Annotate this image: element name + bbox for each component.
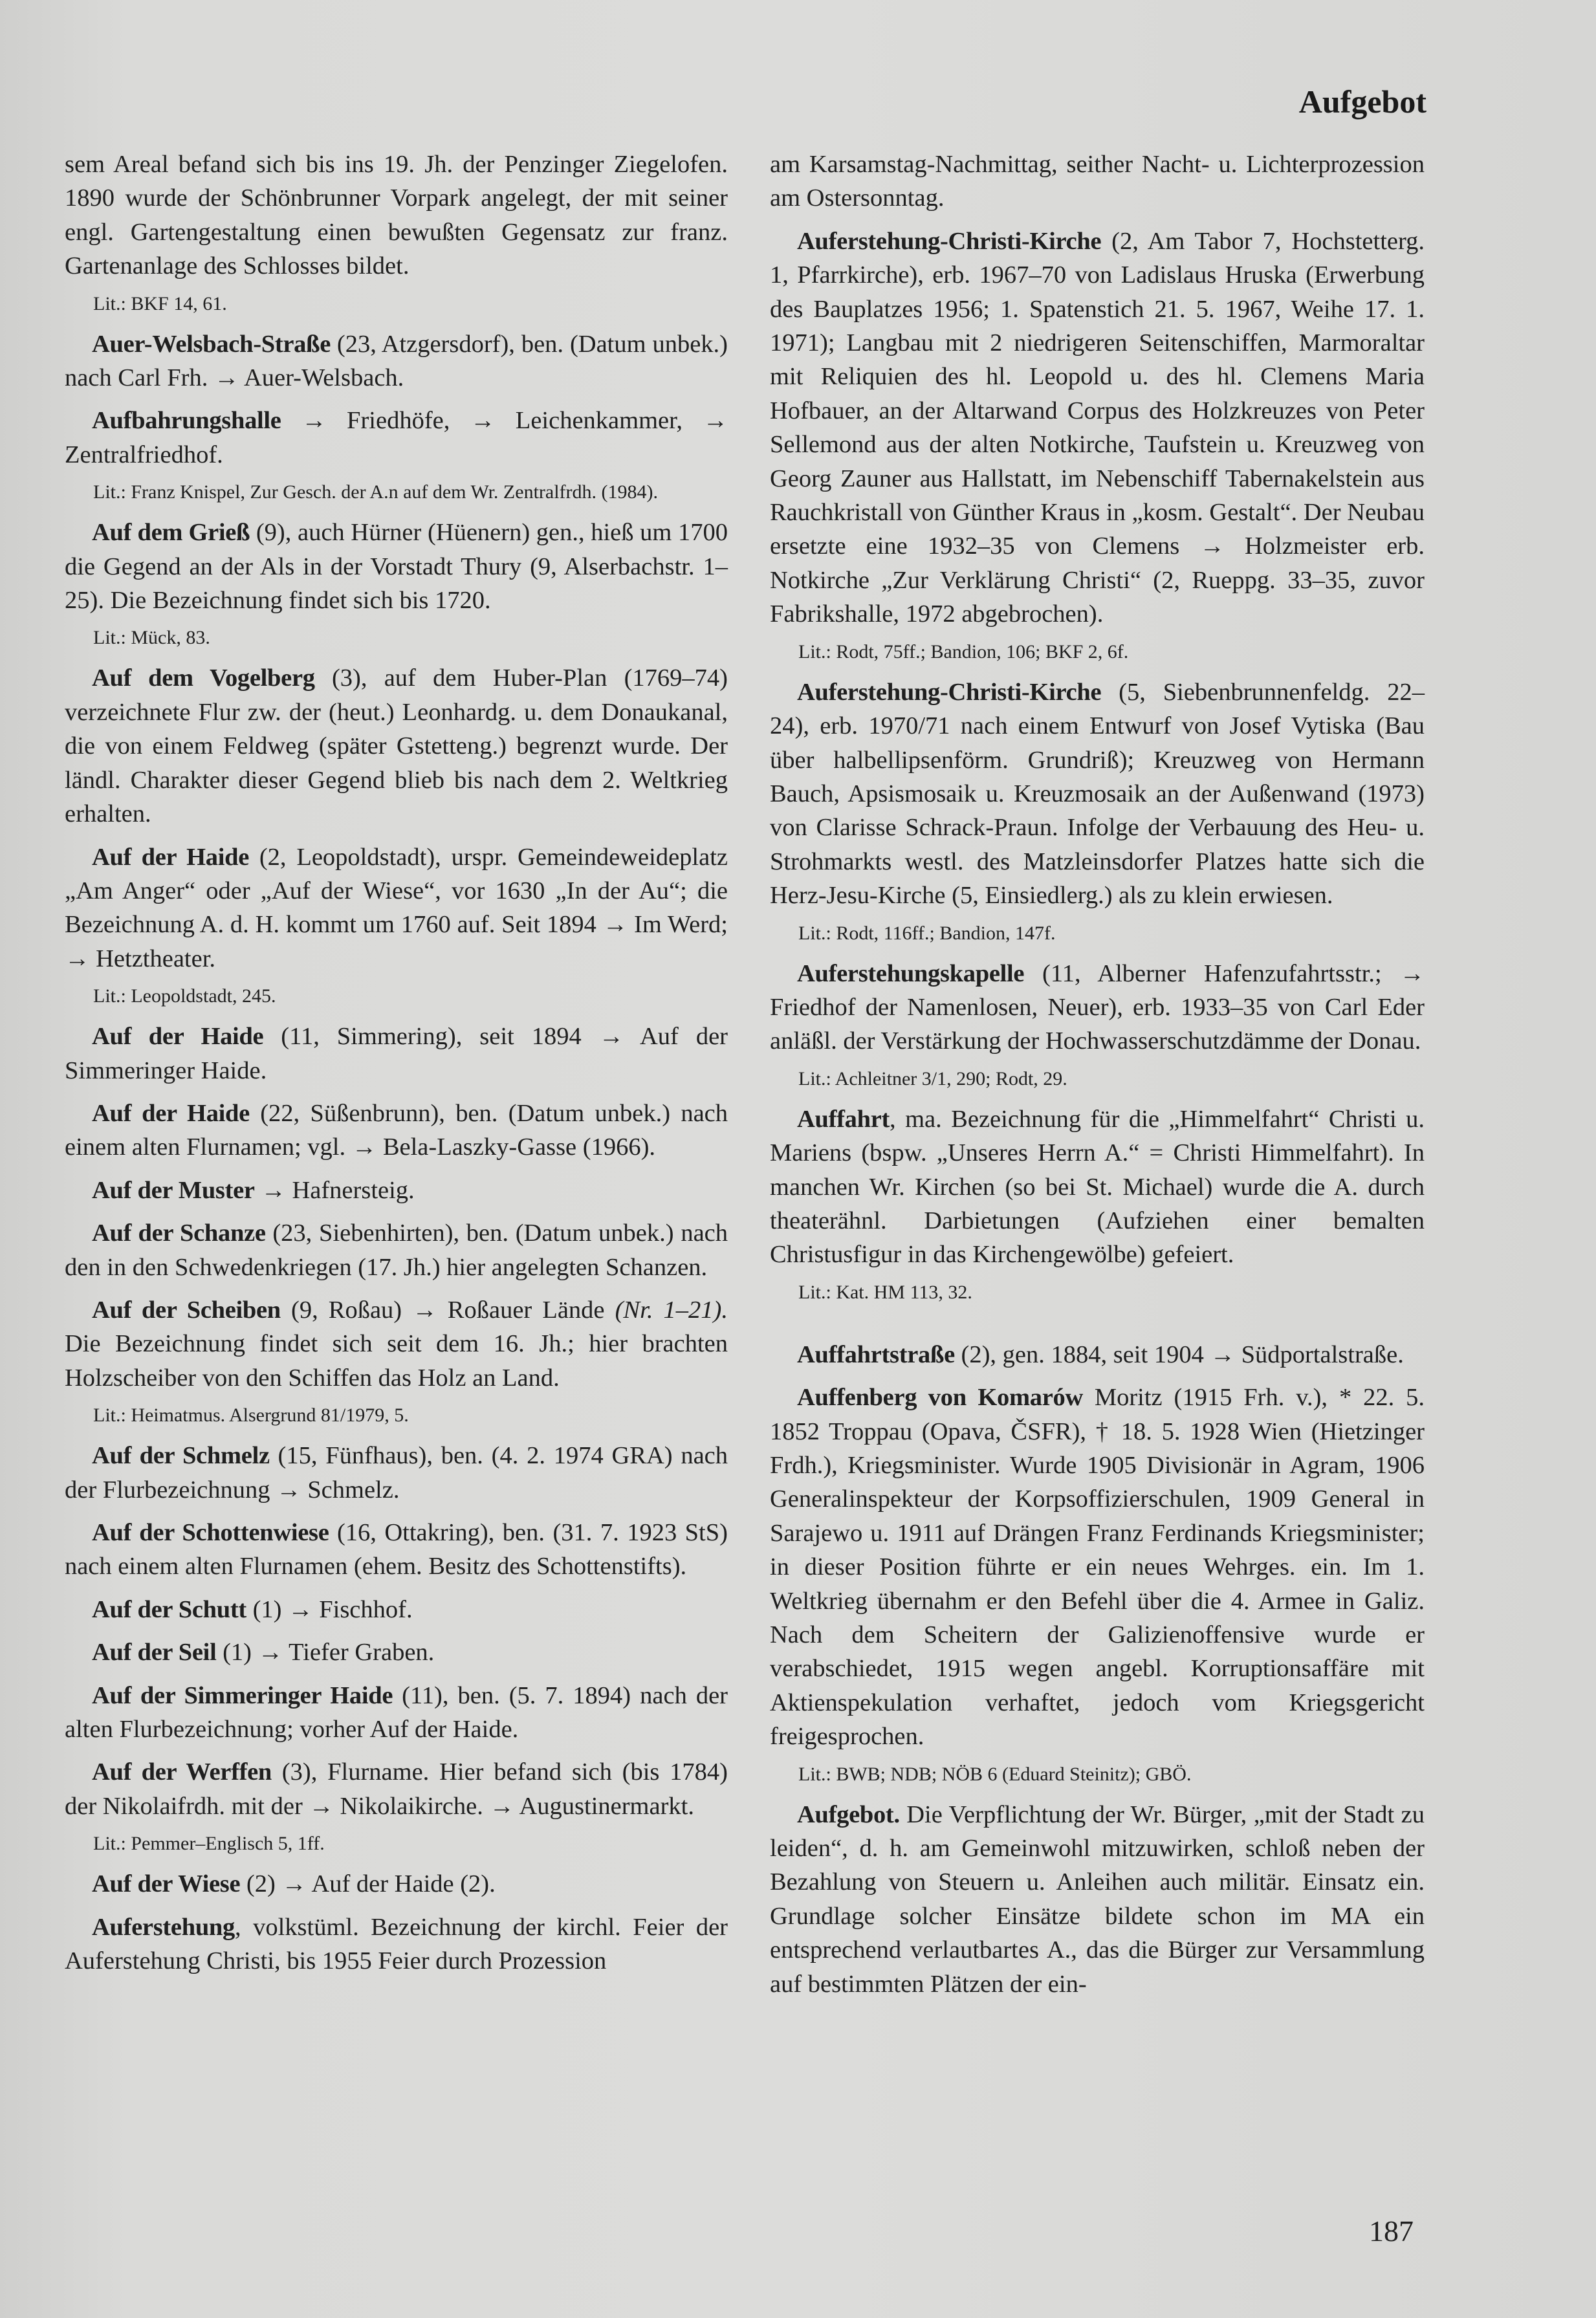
entry-text: (2, Leopoldstadt), urspr. Gemeindeweideplatz „Am Anger“ oder „Auf der Wiese“, vor 1630 „In der Au“; die Bezeichnung A. d. H. kommt um 1760 auf. Seit 1894 → Im Werd; → Hetztheater.	[65, 843, 728, 972]
entry-text: → Friedhöfe, → Leichenkammer, → Zentralfriedhof.	[65, 407, 728, 468]
entry-text: (11, Alberner Hafenzufahrtsstr.; → Friedhof der Namenlosen, Neuer), erb. 1933–35 von Carl Eder anläßl. der Verstärkung der Hochwasserschutzdämme der Donau.	[770, 959, 1425, 1055]
left-column	[65, 148, 728, 1987]
entry-headword: Auf der Schottenwiese	[92, 1519, 329, 1546]
entry-text: (1) → Tiefer Graben.	[216, 1639, 435, 1667]
dictionary-entry	[65, 1216, 728, 1284]
entry-continuation	[770, 148, 1425, 215]
entry-text: am Karsamstag-Nachmittag, seither Nacht- u. Lichterprozession am Ostersonntag.	[770, 151, 1425, 212]
entry-text-tail: Die Bezeichnung findet sich seit dem 16. Jh.; hier brachten Holzscheiber von den Schiffen das Holz an Land.	[65, 1330, 728, 1392]
literature-reference: Lit.: Kat. HM 113, 32.	[798, 1281, 972, 1303]
entry-text: , volkstüml. Bezeichnung der kirchl. Feier der Auferstehung Christi, bis 1955 Feier durch Prozession	[65, 1913, 728, 1975]
entry-text: (2) → Auf der Haide (2).	[240, 1870, 496, 1898]
entry-headword: Auf der Haide	[92, 843, 250, 871]
entry-text: (23, Siebenhirten), ben. (Datum unbek.) nach den in den Schwedenkriegen (17. Jh.) hier angelegten Schanzen.	[65, 1219, 728, 1281]
literature-reference: Lit.: Heimatmus. Alsergrund 81/1979, 5.	[93, 1405, 409, 1427]
entry-headword: Auf der Werffen	[92, 1758, 272, 1786]
entry-text: (9), auch Hürner (Hüenern) gen., hieß um 1700 die Gegend an der Als in der Vorstadt Thury (9, Alserbachstr. 1–25). Die Bezeichnung findet sich bis 1720.	[65, 519, 728, 615]
entry-headword: Auf der Haide	[92, 1099, 250, 1127]
entry-headword: Auf der Schmelz	[92, 1442, 270, 1470]
dictionary-entry	[65, 1867, 728, 1901]
literature-reference: Lit.: Franz Knispel, Zur Gesch. der A.n auf dem Wr. Zentralfrdh. (1984).	[93, 481, 659, 503]
entry-text: (3), Flurname. Hier befand sich (bis 1784) der Nikolaifrdh. mit der → Nikolaikirche. → Augustinermarkt.	[65, 1758, 728, 1820]
entry-headword: Auf der Schutt	[92, 1595, 246, 1623]
literature-reference: Lit.: Leopoldstadt, 245.	[93, 985, 276, 1007]
entry-headword: Auer-Welsbach-Straße	[92, 330, 331, 358]
literature-reference: Lit.: Achleitner 3/1, 290; Rodt, 29.	[798, 1067, 1067, 1089]
dictionary-entry	[65, 1755, 728, 1823]
literature-reference: Lit.: BKF 14, 61.	[93, 292, 227, 314]
dictionary-entry	[65, 1020, 728, 1088]
dictionary-entry	[65, 1635, 728, 1669]
dictionary-entry	[65, 1516, 728, 1584]
entry-headword: Auffahrtstraße	[797, 1340, 955, 1368]
entry-text: (23, Atzgersdorf), ben. (Datum unbek.) nach Carl Frh. → Auer-Welsbach.	[65, 330, 728, 392]
entry-headword: Auf der Haide	[92, 1023, 264, 1051]
entry-headword: Auf dem Vogelberg	[92, 664, 315, 692]
entry-text: (3), auf dem Huber-Plan (1769–74) verzeichnete Flur zw. der (heut.) Leonhardg. u. dem Donaukanal, die von einem Feldweg (später Gstetteng.) begrenzt wurde. Der ländl. Charakter dieser Gegend blieb bis nach dem 2. Weltkrieg erhalten.	[65, 664, 728, 828]
entry-text: (16, Ottakring), ben. (31. 7. 1923 StS) nach einem alten Flurnamen (ehem. Besitz des Schottenstifts).	[65, 1519, 728, 1580]
entry-headword: Auf der Wiese	[92, 1870, 241, 1898]
entry-text: Moritz (1915 Frh. v.), * 22. 5. 1852 Troppau (Opava, ČSFR), † 18. 5. 1928 Wien (Hietzinger Frdh.), Kriegsminister. Wurde 1905 Divisionär in Agram, 1906 Generalinspekteur der Korpsoffizierschulen, 1909 General in Sarajewo u. 1911 auf Drängen Franz Ferdinands Kriegsminister; in dieser Position führte er ein neues Wehrges. ein. Im 1. Weltkrieg übernahm er den Befehl über die 4. Armee in Galiz. Nach dem Scheitern der Galizienoffensive wurde er verabschiedet, 1915 wegen angebl. Korruptionsaffäre mit Aktienspekulation verhaftet, jedoch vom Kriegsgericht freigesprochen.	[770, 1384, 1425, 1751]
entry-text: (9, Roßau) → Roßauer Lände	[280, 1296, 615, 1324]
entry-headword: Auferstehung-Christi-Kirche	[797, 678, 1102, 706]
dictionary-entry	[770, 957, 1425, 1058]
dictionary-entry	[65, 1910, 728, 1978]
literature-reference: Lit.: Pemmer–Englisch 5, 1ff.	[93, 1833, 325, 1855]
entry-text: (1) → Fischhof.	[246, 1595, 413, 1623]
section-gap	[770, 1316, 1425, 1338]
dictionary-entry	[770, 224, 1425, 631]
entry-text: (22, Süßenbrunn), ben. (Datum unbek.) nach einem alten Flurnamen; vgl. → Bela-Laszky-Gasse (1966).	[65, 1099, 728, 1161]
entry-text: (5, Siebenbrunnenfeldg. 22–24), erb. 1970/71 nach einem Entwurf von Josef Vytiska (Bau über halbellipsenförm. Grundriß); Kreuzweg von Hermann Bauch, Apsismosaik u. Kreuzmosaik an der Außenwand (1973) von Clarisse Schrack-Praun. Infolge der Verbauung des Heu- u. Strohmarkts westl. des Matzleinsdorfer Platzes hatte sich die Herz-Jesu-Kirche (5, Einsiedlerg.) als zu klein erwiesen.	[770, 678, 1425, 910]
entry-text: (11, Simmering), seit 1894 → Auf der Simmeringer Haide.	[65, 1023, 728, 1084]
literature-reference: Lit.: BWB; NDB; NÖB 6 (Eduard Steinitz); GBÖ.	[798, 1763, 1192, 1785]
dictionary-entry	[65, 840, 728, 976]
entry-headword: Auf der Simmeringer Haide	[92, 1681, 393, 1709]
entry-headword: Auf der Schanze	[92, 1219, 266, 1247]
entry-headword: Aufgebot.	[797, 1800, 900, 1828]
literature-reference: Lit.: Rodt, 75ff.; Bandion, 106; BKF 2, 6f.	[798, 640, 1129, 662]
entry-text: → Hafnersteig.	[254, 1176, 415, 1204]
dictionary-entry	[65, 1679, 728, 1747]
dictionary-entry	[65, 661, 728, 831]
dictionary-entry	[65, 1593, 728, 1626]
entry-headword: Aufbahrungshalle	[92, 407, 281, 435]
dictionary-entry	[65, 1439, 728, 1507]
dictionary-entry	[65, 327, 728, 395]
dictionary-entry	[65, 404, 728, 472]
entry-headword: Auf dem Grieß	[92, 519, 250, 547]
entry-headword: Auferstehung	[92, 1913, 235, 1941]
literature-reference: Lit.: Mück, 83.	[93, 627, 210, 649]
entry-text: Die Verpflichtung der Wr. Bürger, „mit der Stadt zu leiden“, d. h. am Gemeinwohl mitzuwirken, schloß neben der Bezahlung von Steuern u. Anleihen auch militär. Einsatz ein. Grundlage solcher Einsätze bildete schon im MA ein entsprechend verlautbartes A., das die Bürger zur Versammlung auf bestimmten Plätzen der ein-	[770, 1800, 1425, 1998]
page-number: 187	[1369, 2214, 1414, 2247]
entry-headword: Auferstehungskapelle	[797, 959, 1025, 987]
dictionary-entry	[65, 516, 728, 617]
entry-continuation	[65, 148, 728, 283]
entry-italic-text: (Nr. 1–21).	[615, 1296, 728, 1324]
dictionary-entry	[770, 1338, 1425, 1372]
entry-headword: Auf der Seil	[92, 1639, 217, 1667]
entry-headword: Auferstehung-Christi-Kirche	[797, 227, 1102, 255]
dictionary-entry	[770, 1798, 1425, 2001]
dictionary-entry	[65, 1293, 728, 1395]
entry-headword: Auf der Muster	[92, 1176, 255, 1204]
entry-text: , ma. Bezeichnung für die „Himmelfahrt“ Christi u. Mariens (bspw. „Unseres Herrn A.“ = Christi Himmelfahrt). In manchen Wr. Kirchen (so bei St. Michael) wurde die A. durch theaterähnl. Darbietungen (Aufziehen einer bemalten Christusfigur in das Kirchengewölbe) gefeiert.	[770, 1105, 1425, 1269]
entry-text: (11), ben. (5. 7. 1894) nach der alten Flurbezeichnung; vorher Auf der Haide.	[65, 1681, 728, 1744]
entry-headword: Auf der Scheiben	[92, 1296, 281, 1324]
literature-reference: Lit.: Rodt, 116ff.; Bandion, 147f.	[798, 922, 1056, 944]
entry-headword: Auffahrt	[797, 1105, 890, 1133]
dictionary-entry	[770, 675, 1425, 913]
dictionary-entry	[65, 1174, 728, 1207]
entry-text: (2), gen. 1884, seit 1904 → Südportalstraße.	[954, 1340, 1404, 1368]
dictionary-entry	[770, 1102, 1425, 1272]
running-head: Aufgebot	[1298, 83, 1427, 120]
entry-text: (15, Fünfhaus), ben. (4. 2. 1974 GRA) nach der Flurbezeichnung → Schmelz.	[65, 1442, 728, 1503]
dictionary-entry	[770, 1381, 1425, 1753]
dictionary-entry	[65, 1097, 728, 1164]
entry-headword: Auffenberg von Komarów	[797, 1384, 1083, 1412]
entry-text: sem Areal befand sich bis ins 19. Jh. der Penzinger Ziegelofen. 1890 wurde der Schönbrunner Vorpark angelegt, der mit seiner engl. Gartengestaltung einen bewußten Gegensatz zur franz. Gartenanlage des Schlosses bildet.	[65, 151, 728, 280]
right-column	[770, 148, 1425, 2010]
entry-text: (2, Am Tabor 7, Hochstetterg. 1, Pfarrkirche), erb. 1967–70 von Ladislaus Hruska (Erwerbung des Bauplatzes 1956; 1. Spatenstich 21. 5. 1967, Weihe 17. 1. 1971); Langbau mit 2 niedrigeren Seitenschiffen, Marmoraltar mit Reliquien des hl. Leopold u. des hl. Clemens Maria Hofbauer, an der Altarwand Corpus des Holzkreuzes von Peter Sellemond aus der alten Notkirche, Taufstein u. Kreuzweg von Georg Zauner aus Hallstatt, im Nebenschiff Tabernakelstein aus Rauchkristall von Günther Kraus in „kosm. Gestalt“. Der Neubau ersetzte eine 1932–35 von Clemens → Holzmeister erb. Notkirche „Zur Verklärung Christi“ (2, Rueppg. 33–35, zuvor Fabrikshalle, 1972 abgebrochen).	[770, 227, 1425, 628]
